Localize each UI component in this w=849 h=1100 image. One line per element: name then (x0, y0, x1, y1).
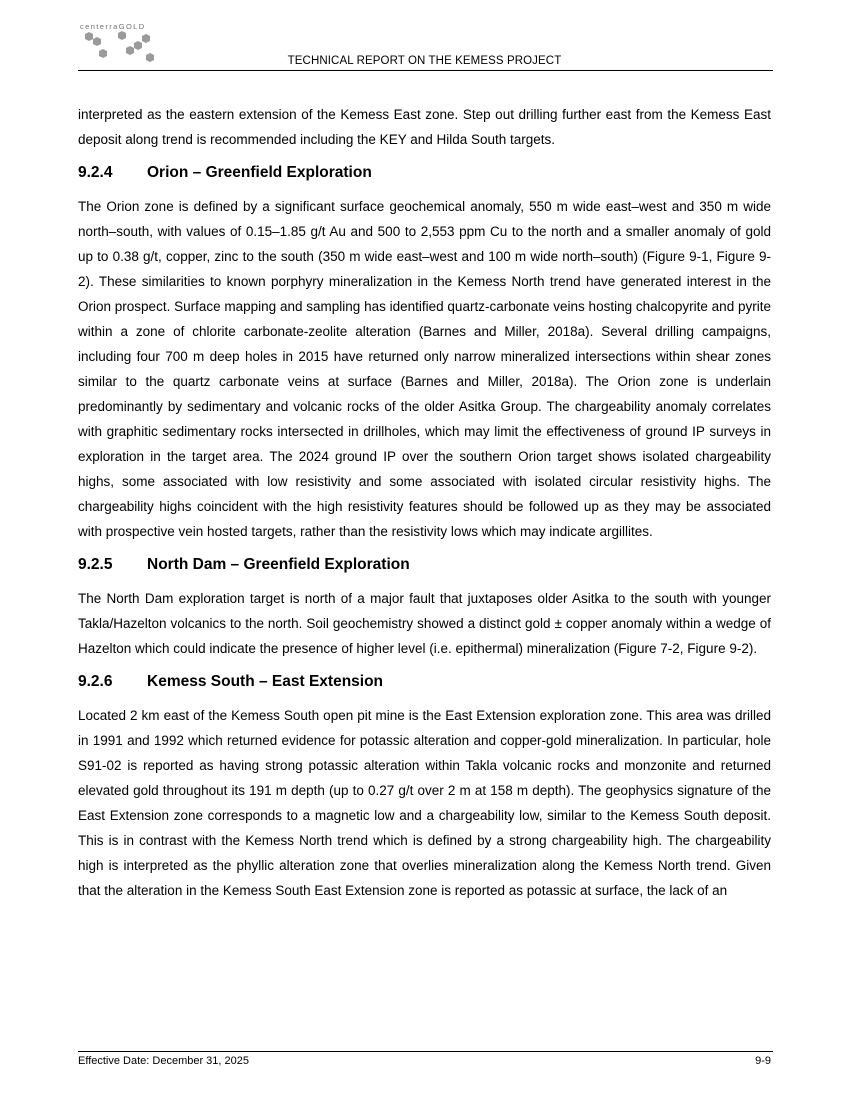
intro-paragraph: interpreted as the eastern extension of the Kemess East zone. Step out drilling further east from the Kemess East deposit along trend is recommended including the KEY and Hilda South targets. (78, 107, 771, 147)
section-heading-kemess-south (78, 671, 771, 693)
section-title: North Dam – Greenfield Exploration (147, 556, 410, 573)
section-number: 9.2.6 (78, 673, 113, 690)
section-number: 9.2.4 (78, 164, 113, 181)
section-number: 9.2.5 (78, 556, 113, 573)
section-paragraph-north-dam: The North Dam exploration target is north of a major fault that juxtaposes older Asitka to the south with younger Takla/Hazelton volcanics to the north. Soil geochemistry showed a distinct gold ± copper anomaly within a wedge of Hazelton which could indicate the presence of higher level (i.e. epithermal) mineralization (Figure 7-2, Figure 9-2). (78, 591, 771, 656)
effective-date: Effective Date: December 31, 2025 (78, 1055, 250, 1067)
page-number: 9-9 (755, 1055, 771, 1067)
section-title: Orion – Greenfield Exploration (147, 164, 372, 181)
page-body (78, 102, 771, 913)
footer-divider (78, 1051, 773, 1052)
section-paragraph-kemess-south: Located 2 km east of the Kemess South open pit mine is the East Extension exploration zone. This area was drilled in 1991 and 1992 which returned evidence for potassic alteration and copper-gold mineralization. In particular, hole S91-02 is reported as having strong potassic alteration within Takla volcanic rocks and monzonite and returned elevated gold throughout its 191 m depth (up to 0.27 g/t over 2 m at 158 m depth). The geophysics signature of the East Extension zone corresponds to a magnetic low and a chargeability low, similar to the Kemess South deposit. This is in contrast with the Kemess North trend which is defined by a strong chargeability high. The chargeability high is interpreted as the phyllic alteration zone that overlies mineralization along the Kemess North trend. Given that the alteration in the Kemess South East Extension zone is reported as potassic at surface, the lack of an (78, 708, 771, 898)
logo-wordmark: centerraGOLD (80, 22, 146, 31)
report-title: TECHNICAL REPORT ON THE KEMESS PROJECT (287, 55, 562, 67)
section-paragraph-orion: The Orion zone is defined by a significant surface geochemical anomaly, 550 m wide east–west and 350 m wide north–south, with values of 0.15–1.85 g/t Au and 500 to 2,553 ppm Cu to the north and a smaller anomaly of gold up to 0.38 g/t, copper, zinc to the south (350 m wide east–west and 100 m wide north–south) (Figure 9-1, Figure 9-2). These similarities to known porphyry mineralization in the Kemess North trend have generated interest in the Orion prospect. Surface mapping and sampling has identified quartz-carbonate veins hosting chalcopyrite and pyrite within a zone of chlorite carbonate-zeolite alteration (Barnes and Miller, 2018a). Several drilling campaigns, including four 700 m deep holes in 2015 have returned only narrow mineralized intersections within shear zones similar to the quartz carbonate veins at surface (Barnes and Miller, 2018a). The Orion zone is underlain predominantly by sedimentary and volcanic rocks of the older Asitka Group. The chargeability anomaly correlates with graphitic sedimentary rocks intersected in drillholes, which may limit the effectiveness of ground IP surveys in exploration in the target area. The 2024 ground IP over the southern Orion target shows isolated chargeability highs, some associated with low resistivity and some associated with isolated circular resistivity highs. The chargeability highs coincident with the high resistivity features should be followed up as they may be associated with prospective vein hosted targets, rather than the resistivity lows which may indicate argillites. (78, 199, 771, 539)
section-heading-orion (78, 162, 771, 184)
section-title: Kemess South – East Extension (147, 673, 384, 690)
header-divider (78, 70, 773, 71)
section-heading-north-dam (78, 554, 771, 576)
